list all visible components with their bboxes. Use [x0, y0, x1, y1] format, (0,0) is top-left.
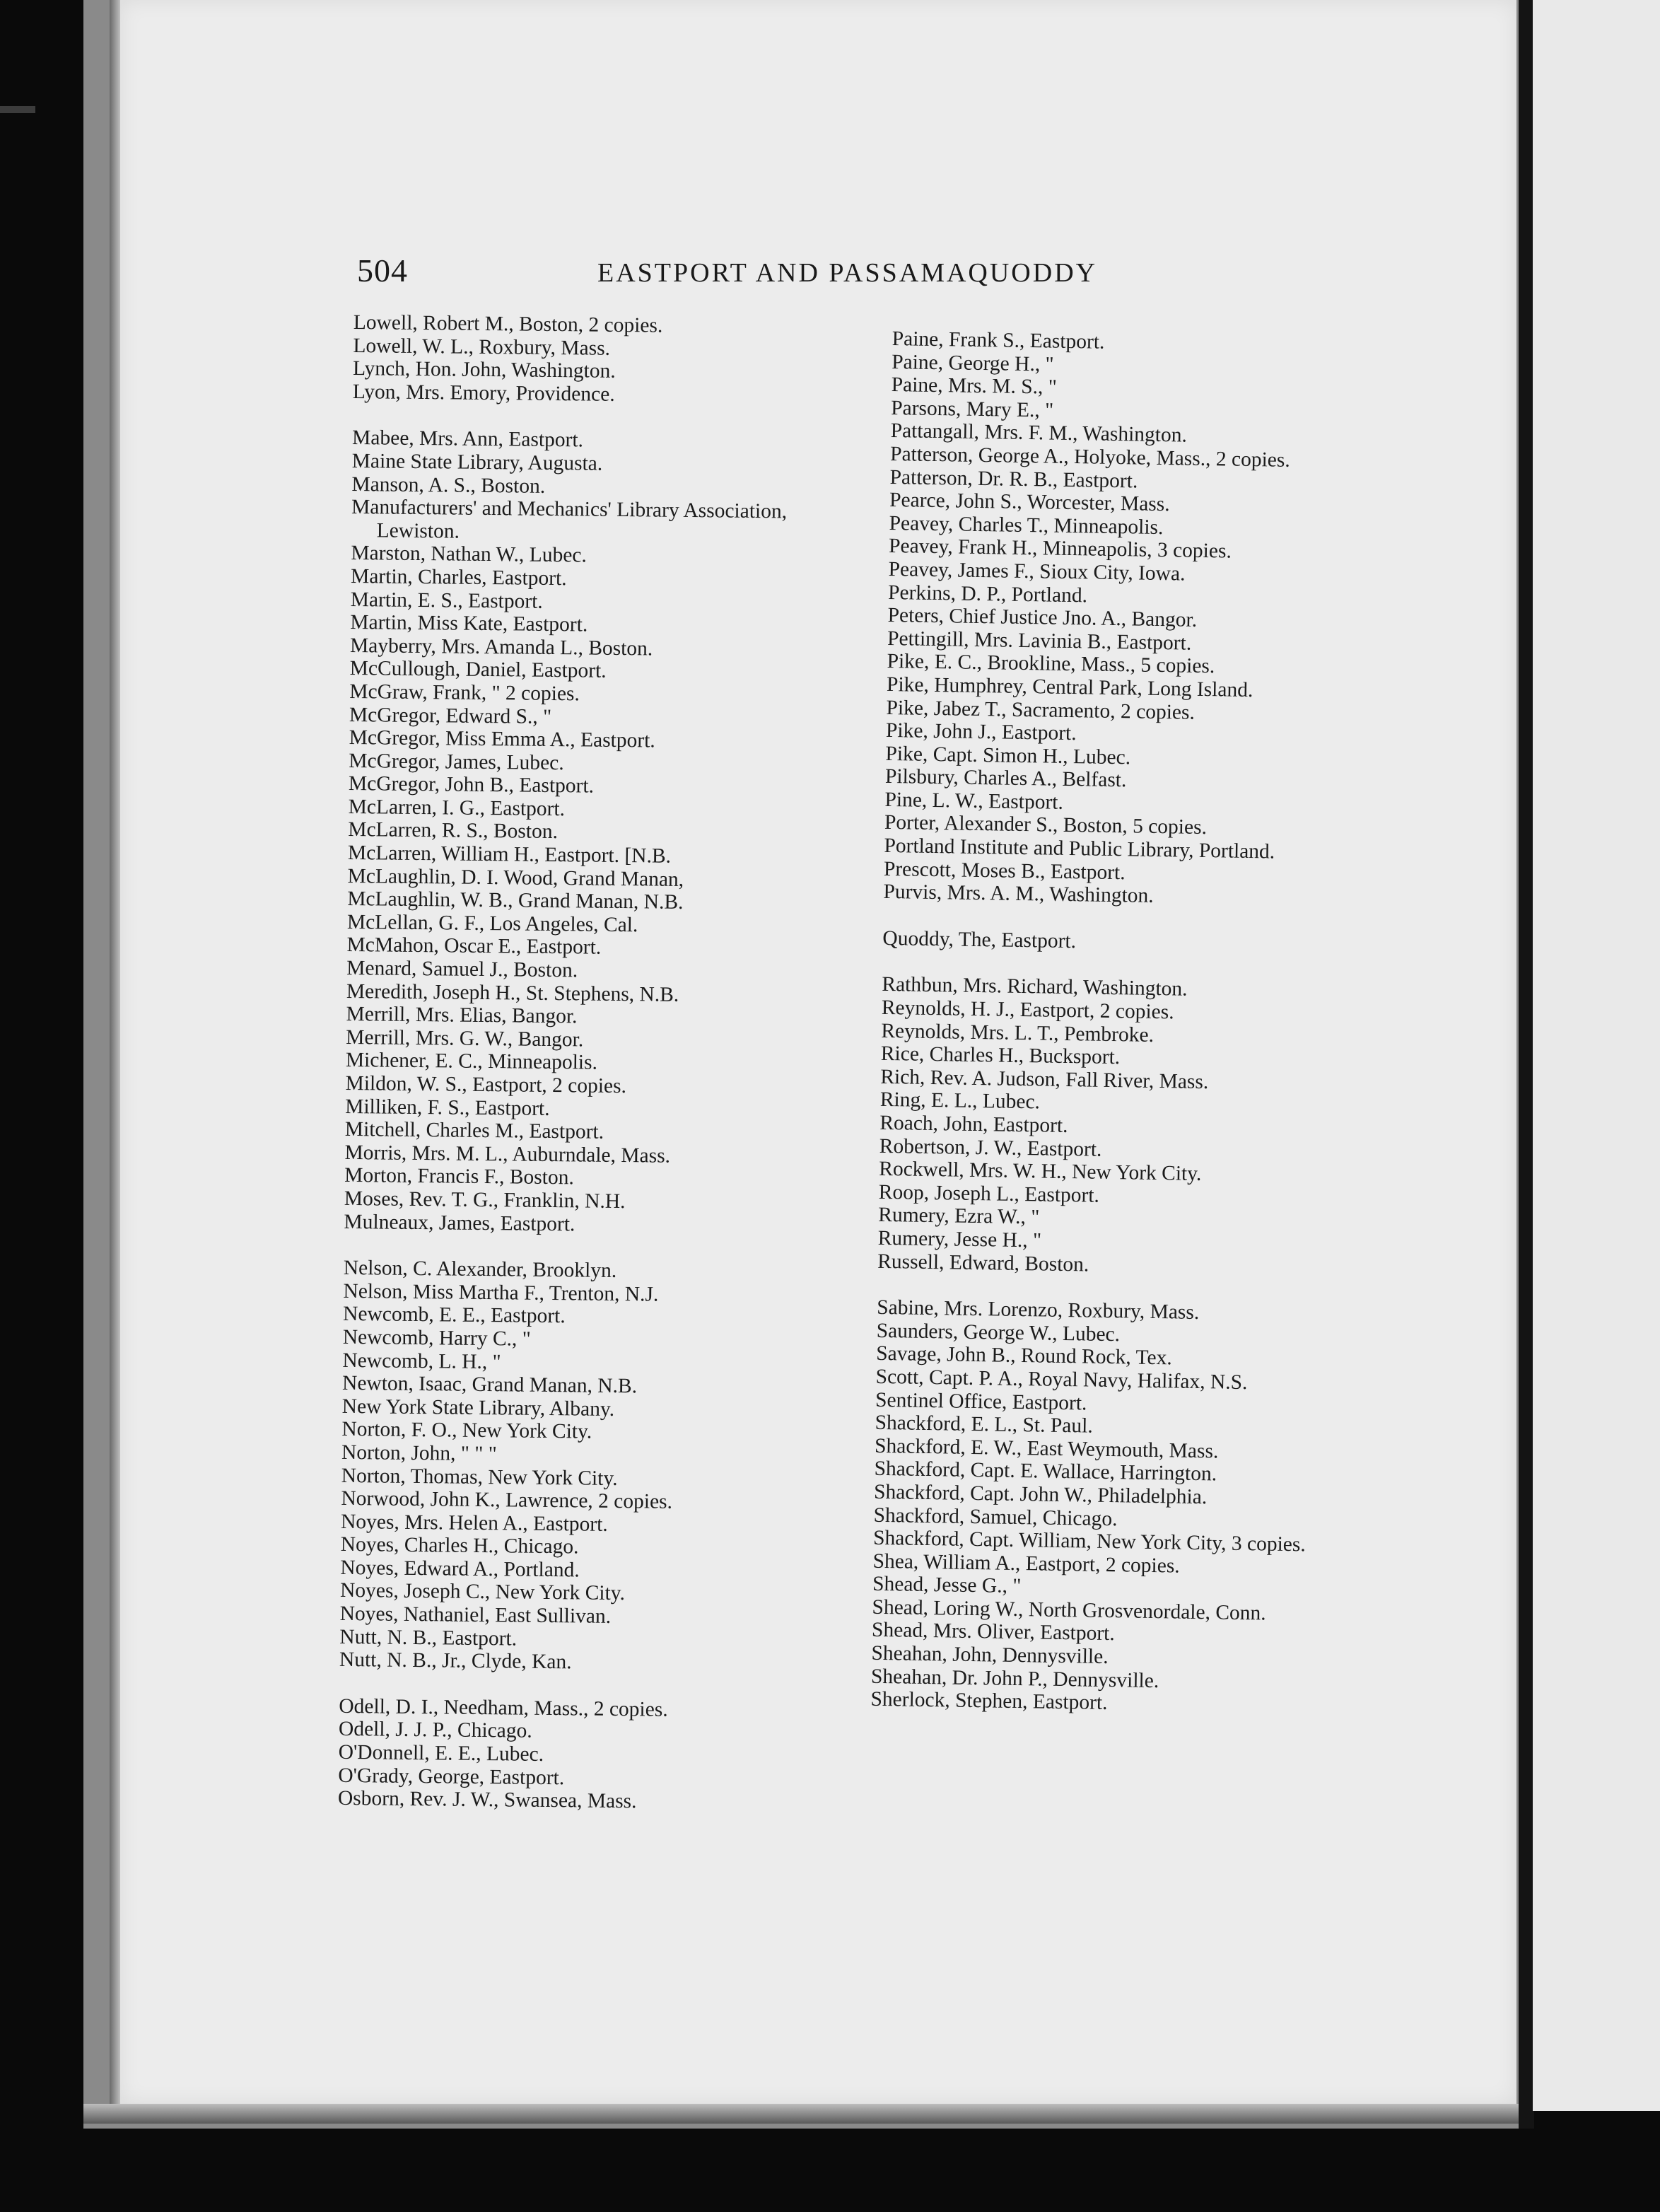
subscriber-entry: Rich, Rev. A. Judson, Fall River, Mass. — [880, 1065, 1209, 1093]
subscriber-entry: Osborn, Rev. J. W., Swansea, Mass. — [337, 1787, 637, 1813]
subscriber-entry: Martin, Charles, Eastport. — [350, 564, 567, 590]
subscriber-entry: New York State Library, Albany. — [341, 1395, 615, 1421]
subscriber-entry: Peters, Chief Justice Jno. A., Bangor. — [887, 604, 1198, 631]
subscriber-entry: Mulneaux, James, Eastport. — [344, 1210, 575, 1235]
subscriber-entry: Perkins, D. P., Portland. — [887, 581, 1088, 607]
subscriber-entry: Parsons, Mary E., " — [890, 396, 1054, 422]
subscriber-entry: Noyes, Mrs. Helen A., Eastport. — [340, 1510, 608, 1536]
subscriber-entry: Prescott, Moses B., Eastport. — [883, 857, 1126, 884]
subscriber-entry: Sheahan, John, Dennysville. — [871, 1641, 1109, 1669]
subscriber-entry: Pike, Humphrey, Central Park, Long Island. — [886, 673, 1253, 702]
subscriber-entry: Russell, Edward, Boston. — [877, 1250, 1089, 1276]
subscriber-entry: Sherlock, Stephen, Eastport. — [870, 1688, 1108, 1715]
subscriber-entry: Mildon, W. S., Eastport, 2 copies. — [345, 1071, 627, 1098]
subscriber-entry: Ring, E. L., Lubec. — [879, 1088, 1041, 1114]
subscriber-entry: Pettingill, Mrs. Lavinia B., Eastport. — [887, 627, 1192, 655]
subscriber-entry: Scott, Capt. P. A., Royal Navy, Halifax, N.S. — [875, 1365, 1248, 1395]
scan-artifact — [0, 106, 35, 113]
page-number: 504 — [357, 252, 408, 289]
subscriber-entry: Patterson, Dr. R. B., Eastport. — [889, 465, 1138, 493]
subscriber-entry: McMahon, Oscar E., Eastport. — [346, 933, 602, 960]
subscriber-entry: Merrill, Mrs. G. W., Bangor. — [346, 1025, 584, 1052]
subscriber-entry: McGregor, James, Lubec. — [349, 749, 564, 774]
subscriber-entry: Pearce, John S., Worcester, Mass. — [889, 489, 1170, 516]
subscriber-entry: Saunders, George W., Lubec. — [876, 1319, 1121, 1346]
subscriber-entry: Mayberry, Mrs. Amanda L., Boston. — [349, 634, 653, 660]
right-column-section — [877, 973, 1377, 1281]
subscriber-entry: Maine State Library, Augusta. — [351, 449, 603, 475]
subscriber-entry: Nutt, N. B., Eastport. — [339, 1625, 518, 1651]
subscriber-entry: McGregor, Miss Emma A., Eastport. — [349, 726, 655, 752]
subscriber-entry: Rockwell, Mrs. W. H., New York City. — [879, 1158, 1202, 1186]
subscriber-entry: Nutt, N. B., Jr., Clyde, Kan. — [339, 1648, 572, 1674]
subscriber-entry: McLaughlin, D. I. Wood, Grand Manan, — [347, 864, 684, 891]
subscriber-entry: Paine, Frank S., Eastport. — [892, 327, 1105, 354]
subscriber-entry: Pine, L. W., Eastport. — [884, 788, 1064, 814]
subscriber-entry: Savage, John B., Round Rock, Tex. — [875, 1342, 1172, 1370]
right-column-section — [882, 927, 1377, 958]
subscriber-entry: Pilsbury, Charles A., Belfast. — [884, 765, 1127, 792]
subscriber-entry: Sheahan, Dr. John P., Dennysville. — [870, 1665, 1159, 1692]
subscriber-entry: Roach, John, Eastport. — [879, 1111, 1068, 1138]
subscriber-entry: Pike, John J., Eastport. — [885, 719, 1077, 745]
subscriber-entry: Lyon, Mrs. Emory, Providence. — [352, 380, 615, 406]
facing-page — [1533, 0, 1660, 2111]
subscriber-entry: Milliken, F. S., Eastport. — [345, 1095, 550, 1120]
subscriber-entry: Reynolds, Mrs. L. T., Pembroke. — [881, 1019, 1155, 1047]
subscriber-entry: Newcomb, L. H., " — [342, 1349, 501, 1373]
subscriber-entry: Quoddy, The, Eastport. — [882, 926, 1077, 953]
subscriber-entry: Shea, William A., Eastport, 2 copies. — [872, 1549, 1180, 1578]
subscriber-entry: McLarren, William H., Eastport. [N.B. — [347, 842, 672, 868]
subscriber-entry: McGregor, John B., Eastport. — [348, 772, 595, 798]
subscriber-entry: Shackford, Capt. William, New York City, 3 copies. — [872, 1526, 1307, 1556]
subscriber-entry: Pike, Jabez T., Sacramento, 2 copies. — [886, 696, 1196, 724]
right-column-section — [883, 327, 1387, 912]
subscriber-entry: Manson, A. S., Boston. — [351, 472, 546, 498]
subscriber-entry: McGraw, Frank, " 2 copies. — [349, 680, 580, 706]
subscriber-entry: Nelson, C. Alexander, Brooklyn. — [343, 1257, 617, 1283]
subscriber-entry: Sentinel Office, Eastport. — [875, 1388, 1087, 1415]
subscriber-entry: Rumery, Ezra W., " — [878, 1204, 1040, 1229]
subscriber-entry: Shead, Jesse G., " — [872, 1573, 1022, 1598]
subscriber-entry: Sabine, Mrs. Lorenzo, Roxbury, Mass. — [876, 1296, 1200, 1325]
subscriber-entry: Moses, Rev. T. G., Franklin, N.H. — [344, 1187, 626, 1213]
subscriber-entry: Mitchell, Charles M., Eastport. — [344, 1118, 604, 1143]
subscriber-entry: O'Grady, George, Eastport. — [338, 1764, 565, 1789]
subscriber-entry: Odell, D. I., Needham, Mass., 2 copies. — [339, 1694, 668, 1721]
subscriber-entry: Newcomb, Harry C., " — [342, 1325, 531, 1351]
subscriber-entry: Patterson, George A., Holyoke, Mass., 2 copies. — [889, 442, 1290, 472]
subscriber-entry: McLaughlin, W. B., Grand Manan, N.B. — [347, 887, 684, 914]
page-bottom-edge — [83, 2104, 1526, 2124]
subscriber-entry: Porter, Alexander S., Boston, 5 copies. — [884, 811, 1208, 839]
left-column — [337, 311, 848, 1839]
subscriber-entry: McLellan, G. F., Los Angeles, Cal. — [346, 910, 638, 937]
subscriber-entry: Robertson, J. W., Eastport. — [879, 1134, 1102, 1161]
subscriber-entry: Norwood, John K., Lawrence, 2 copies. — [341, 1487, 673, 1513]
subscriber-entry: Shackford, Capt. E. Wallace, Harrington. — [874, 1457, 1217, 1486]
subscriber-entry: Norton, F. O., New York City. — [341, 1418, 592, 1443]
subscriber-entry: Norton, John, " " " — [341, 1440, 497, 1466]
subscriber-entry: Pike, E. C., Brookline, Mass., 5 copies. — [887, 650, 1215, 678]
subscriber-entry: Paine, George H., " — [891, 350, 1054, 376]
subscriber-entry: Peavey, Frank H., Minneapolis, 3 copies. — [888, 535, 1232, 563]
subscriber-entry: Odell, J. J. P., Chicago. — [338, 1718, 532, 1743]
left-column-section — [353, 311, 848, 409]
subscriber-entry: Newton, Isaac, Grand Manan, N.B. — [341, 1372, 638, 1398]
subscriber-entry: Portland Institute and Public Library, Portland. — [884, 834, 1275, 863]
subscriber-entry: Rathbun, Mrs. Richard, Washington. — [882, 973, 1188, 1001]
subscriber-entry: Morton, Francis F., Boston. — [344, 1164, 574, 1189]
subscriber-entry: Peavey, Charles T., Minneapolis. — [889, 511, 1164, 539]
subscriber-entry: Norton, Thomas, New York City. — [341, 1464, 618, 1490]
subscriber-entry: Lowell, W. L., Roxbury, Mass. — [353, 334, 611, 360]
subscriber-entry: Manufacturers' and Mechanics' Library Association, Lewiston. — [351, 496, 788, 543]
running-title: EASTPORT AND PASSAMAQUODDY — [597, 258, 1098, 288]
subscriber-entry: Meredith, Joseph H., St. Stephens, N.B. — [346, 979, 679, 1006]
book-gutter — [1519, 0, 1534, 2129]
right-column-section — [870, 1296, 1372, 1719]
subscriber-entry: Newcomb, E. E., Eastport. — [342, 1303, 566, 1328]
subscriber-entry: Rumery, Jesse H., " — [877, 1226, 1042, 1252]
subscriber-entry: Shackford, E. L., St. Paul. — [875, 1411, 1093, 1438]
subscriber-entry: Pike, Capt. Simon H., Lubec. — [885, 742, 1131, 769]
subscriber-entry: Shackford, E. W., East Weymouth, Mass. — [874, 1434, 1219, 1463]
subscriber-entry: Noyes, Joseph C., New York City. — [339, 1579, 626, 1605]
subscriber-entry: O'Donnell, E. E., Lubec. — [338, 1740, 544, 1766]
subscriber-entry: Rice, Charles H., Bucksport. — [880, 1042, 1121, 1069]
subscriber-entry: Shackford, Samuel, Chicago. — [873, 1503, 1118, 1530]
subscriber-entry: Nelson, Miss Martha F., Trenton, N.J. — [343, 1279, 659, 1306]
right-column — [870, 327, 1387, 1742]
subscriber-entry: Mabee, Mrs. Ann, Eastport. — [351, 426, 584, 452]
left-column-section — [338, 1695, 834, 1815]
subscriber-entry: Shackford, Capt. John W., Philadelphia. — [873, 1480, 1208, 1509]
subscriber-entry: McLarren, R. S., Boston. — [348, 818, 559, 844]
subscriber-entry: Noyes, Nathaniel, East Sullivan. — [339, 1602, 612, 1628]
subscriber-entry: Martin, E. S., Eastport. — [350, 588, 543, 613]
subscriber-entry: McGregor, Edward S., " — [349, 703, 552, 728]
subscriber-entry: Peavey, James F., Sioux City, Iowa. — [888, 557, 1186, 586]
subscriber-entry: Noyes, Edward A., Portland. — [340, 1556, 580, 1582]
subscriber-entry: Shead, Mrs. Oliver, Eastport. — [871, 1619, 1116, 1646]
subscriber-entry: Menard, Samuel J., Boston. — [346, 956, 578, 982]
subscriber-entry: Pattangall, Mrs. F. M., Washington. — [890, 419, 1188, 447]
subscriber-entry: McCullough, Daniel, Eastport. — [349, 657, 607, 683]
subscriber-entry: Shead, Loring W., North Grosvenordale, Conn. — [872, 1595, 1266, 1625]
subscriber-entry: Purvis, Mrs. A. M., Washington. — [883, 880, 1154, 908]
subscriber-entry: Paine, Mrs. M. S., " — [891, 373, 1058, 399]
subscriber-entry: Lynch, Hon. John, Washington. — [352, 357, 616, 383]
subscriber-entry: Morris, Mrs. M. L., Auburndale, Mass. — [344, 1141, 671, 1168]
subscriber-entry: McLarren, I. G., Eastport. — [348, 795, 566, 821]
subscriber-entry: Lowell, Robert M., Boston, 2 copies. — [353, 311, 663, 337]
subscriber-entry: Michener, E. C., Minneapolis. — [345, 1049, 598, 1075]
subscriber-entry: Marston, Nathan W., Lubec. — [351, 542, 588, 567]
left-column-section — [339, 1257, 838, 1677]
left-column-section — [344, 426, 847, 1238]
subscriber-entry: Roop, Joseph L., Eastport. — [878, 1180, 1100, 1207]
subscriber-entry: Martin, Miss Kate, Eastport. — [350, 611, 588, 636]
subscriber-entry: Noyes, Charles H., Chicago. — [340, 1533, 579, 1559]
subscriber-entry: Merrill, Mrs. Elias, Bangor. — [346, 1003, 578, 1028]
subscriber-entry: Reynolds, H. J., Eastport, 2 copies. — [881, 996, 1174, 1024]
